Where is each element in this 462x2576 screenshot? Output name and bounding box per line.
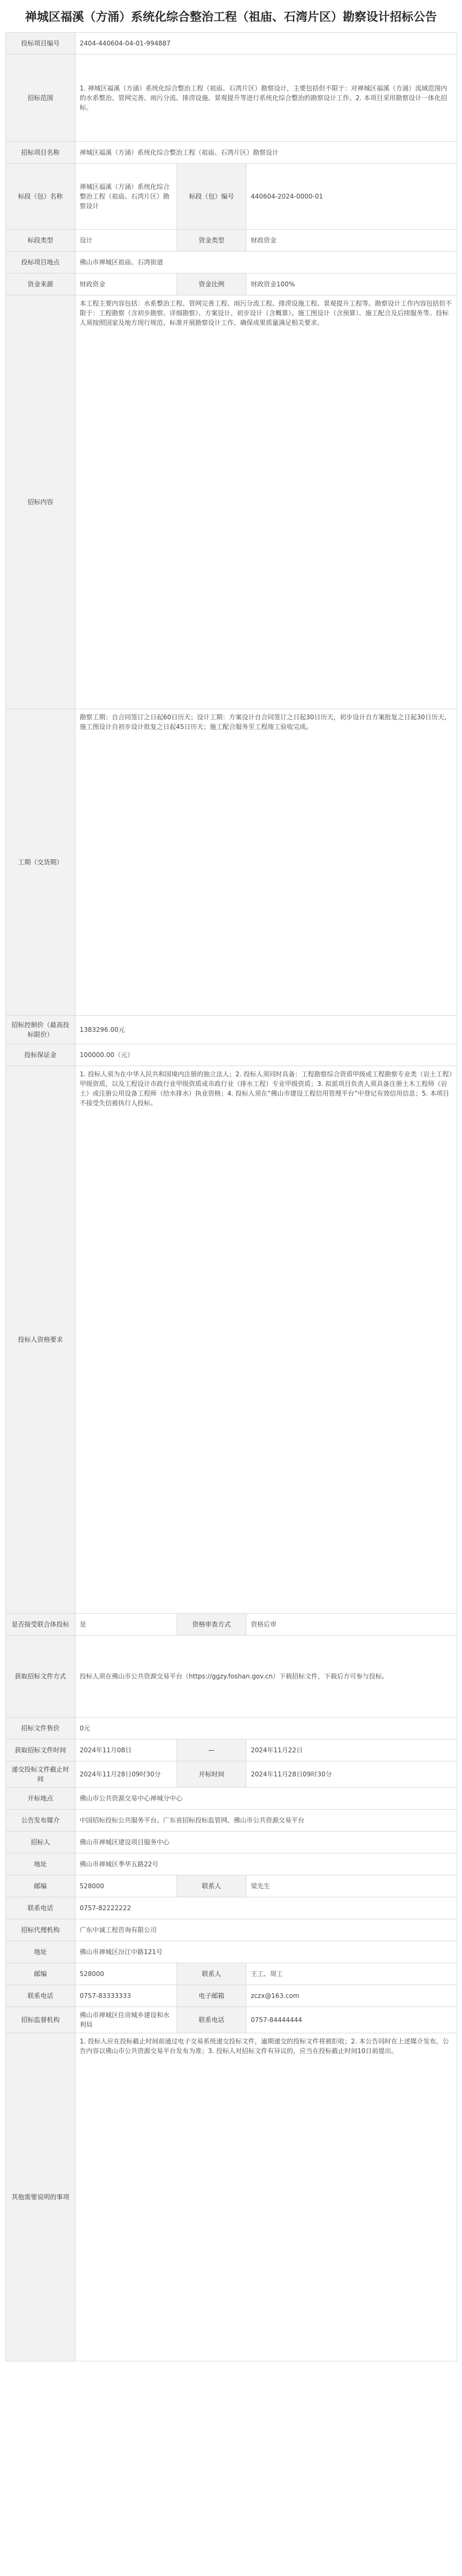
- label-bid-bond: 投标保证金: [6, 1044, 75, 1066]
- label-section-type: 标段类型: [6, 230, 75, 252]
- value-deadline: 2024年11月28日09时30分: [75, 1761, 177, 1788]
- value-open-time: 2024年11月28日09时30分: [247, 1761, 457, 1788]
- value-supervisor: 佛山市禅城区住房城乡建设和水利局: [75, 2007, 177, 2033]
- value-section-name: 禅城区福溪（方涌）系统化综合整治工程（祖庙、石湾片区）勘察设计: [75, 164, 177, 230]
- value-tenderer-contact: 梁先生: [247, 1875, 457, 1897]
- value-location: 佛山市禅城区祖庙、石湾街道: [75, 252, 457, 273]
- value-doc-price: 0元: [75, 1718, 457, 1739]
- label-get-doc-method: 获取招标文件方式: [6, 1636, 75, 1718]
- value-project-name: 禅城区福溪（方涌）系统化综合整治工程（祖庙、石湾片区）勘察设计: [75, 142, 457, 164]
- label-bidder-req: 投标人资格要求: [6, 1066, 75, 1614]
- value-section-code: 440604-2024-0000-01: [247, 164, 457, 230]
- label-doc-price: 招标文件售价: [6, 1718, 75, 1739]
- label-get-doc-time: 获取招标文件时间: [6, 1739, 75, 1761]
- value-joint-bid: 是: [75, 1614, 177, 1636]
- value-publish-media: 中国招标投标公共服务平台、广东省招标投标监管网、佛山市公共资源交易平台: [75, 1810, 457, 1832]
- label-agency-postcode: 邮编: [6, 1963, 75, 1985]
- label-project-code: 投标项目编号: [6, 33, 75, 55]
- value-open-place: 佛山市公共资源交易中心禅城分中心: [75, 1788, 457, 1810]
- label-funding-ratio: 资金比例: [177, 273, 247, 295]
- label-project-name: 招标项目名称: [6, 142, 75, 164]
- page-title: 禅城区福溪（方涌）系统化综合整治工程（祖庙、石湾片区）勘察设计招标公告: [25, 10, 437, 24]
- label-tenderer-contact: 联系人: [177, 1875, 247, 1897]
- label-agency-email: 电子邮箱: [177, 1985, 247, 2007]
- value-bid-bond: 100000.00（元）: [75, 1044, 457, 1066]
- label-control-price: 招标控制价（最高投标限价）: [6, 1016, 75, 1044]
- label-section-name: 标段（包）名称: [6, 164, 75, 230]
- value-tenderer-address: 佛山市禅城区季华五路22号: [75, 1853, 457, 1875]
- value-get-doc-time-start: 2024年11月08日: [75, 1739, 177, 1761]
- value-agency-address: 佛山市禅城区汾江中路121号: [75, 1941, 457, 1963]
- label-agency: 招标代理机构: [6, 1919, 75, 1941]
- value-section-type: 设计: [75, 230, 177, 252]
- label-tenderer-postcode: 邮编: [6, 1875, 75, 1897]
- value-agency-email: zczx@163.com: [247, 1985, 457, 2007]
- label-agency-phone: 联系电话: [6, 1985, 75, 2007]
- label-other: 其他需要说明的事项: [6, 2033, 75, 2361]
- value-tenderer-phone: 0757-82222222: [75, 1897, 457, 1919]
- label-supervisor: 招标监督机构: [6, 2007, 75, 2033]
- value-fund-type: 财政资金: [247, 230, 457, 252]
- value-scope: 1. 禅城区福溪（方涌）系统化综合整治工程（祖庙、石湾片区）勘察设计，主要包括但不限于：对禅城区福溪（方涌）流域范围内的水系整治、管网完善、雨污分流、排涝设施、景观提升等进行系统化综合整治的勘察设计工作。2. 本项目采用勘察设计一体化招标。: [75, 55, 457, 142]
- label-duration: 工期（交货期）: [6, 709, 75, 1016]
- value-get-doc-time-end: 2024年11月22日: [247, 1739, 457, 1761]
- value-agency-phone: 0757-83333333: [75, 1985, 177, 2007]
- label-agency-address: 地址: [6, 1941, 75, 1963]
- value-control-price: 1383296.00元: [75, 1016, 457, 1044]
- label-deadline: 递交投标文件截止时间: [6, 1761, 75, 1788]
- value-get-doc-method: 投标人须在佛山市公共资源交易平台（https://ggzy.foshan.gov.cn）下载招标文件，下载后方可参与投标。: [75, 1636, 457, 1718]
- value-bidder-req: 1. 投标人须为在中华人民共和国境内注册的独立法人；2. 投标人须同时具备：工程勘察综合资质甲级或工程勘察专业类（岩土工程）甲级资质，以及工程设计市政行业甲级资质或市政行业（排水工程）专业甲级资质；3. 拟派项目负责人须具备注册土木工程师（岩土）或注册公用设备工程师（给水排水）执业资格；4. 投标人须在“佛山市建设工程信用管理平台”中登记有效信用信息；5. 本项目不接受失信被执行人投标。: [75, 1066, 457, 1614]
- label-scope: 招标范围: [6, 55, 75, 142]
- value-supervisor-phone: 0757-84444444: [247, 2007, 457, 2033]
- label-agency-contact: 联系人: [177, 1963, 247, 1985]
- value-funding-ratio: 财政资金100%: [247, 273, 457, 295]
- value-qual-review: 资格后审: [247, 1614, 457, 1636]
- label-joint-bid: 是否接受联合体投标: [6, 1614, 75, 1636]
- label-qual-review: 资格审查方式: [177, 1614, 247, 1636]
- value-duration: 勘察工期：自合同签订之日起60日历天；设计工期：方案设计自合同签订之日起30日历天，初步设计自方案批复之日起30日历天，施工图设计自初步设计批复之日起45日历天；施工配合服务至工程竣工验收完成。: [75, 709, 457, 1016]
- value-tenderer-postcode: 528000: [75, 1875, 177, 1897]
- value-agency-postcode: 528000: [75, 1963, 177, 1985]
- value-other: 1. 投标人应在投标截止时间前通过电子交易系统递交投标文件，逾期递交的投标文件将被拒收；2. 本公告同时在上述媒介发布，公告内容以佛山市公共资源交易平台发布为准；3. 投标人对招标文件有异议的，应当在投标截止时间10日前提出。: [75, 2033, 457, 2361]
- label-open-place: 开标地点: [6, 1788, 75, 1810]
- value-project-code: 2404-440604-04-01-994887: [75, 33, 457, 55]
- announcement-table: 投标项目编号 2404-440604-04-01-994887 招标范围 1. 禅城区福溪（方涌）系统化综合整治工程（祖庙、石湾片区）勘察设计，主要包括但不限于：对禅城区福溪（方涌）流域范围内的水系整治、管网完善、雨污分流、排涝设施、景观提升等进行系统化综合整治的勘察设计工作。2. 本项目采用勘察设计一体化招标。 招标项目名称 禅城区福溪（方涌）系统化综合整治工程（祖庙、石湾片区）勘察设计 标段（包）名称 禅城区福溪（方涌）系统化综合整治工程（祖庙、石湾片区）勘察设计 标段（包）编号 440604-2024-0000-01 标段类型 设计 资金类型 财政资金 投标项目地点 佛山市禅城区祖庙、石湾街道 资金来源 财政资金 资金比例 财政资金100% 招标内容 本工程主要内容包括：水系整治工程、管网完善工程、雨污分流工程、排涝设施工程、景观提升工程等。勘察设计工作内容包括但不限于：工程勘察（含初步勘察、详细勘察）、方案设计、初步设计（含概算）、施工图设计（含预算）、施工配合及后续服务等。投标人须按照国家及地方现行规范、标准开展勘察设计工作，确保成果质量满足相关要求。 工期（交货期） 勘察工期：自合同签订之日起60日历天；设计工期：方案设计自合同签订之日起30日历天，初步设计自方案批复之日起30日历天，施工图设计自初步设计批复之日起45日历天；施工配合服务至工程竣工验收完成。 招标控制价（最高投标限价） 1383296.00元 投标保证金 100000.00（元） 投标人资格要求 1. 投标人须为在中华人民共和国境内注册的独立法人；2. 投标人须同时具备：工程勘察综合资质甲级或工程勘察专业类（岩土工程）甲级资质，以及工程设计市政行业甲级资质或市政行业（排水工程）专业甲级资质；3. 拟派项目负责人须具备注册土木工程师（岩土）或注册公用设备工程师（给水排水）执业资格；4. 投标人须在“佛山市建设工程信用管理平台”中登记有效信用信息；5. 本项目不接受失信被执行人投标。 是否接受联合体投标 是 资格审查方式 资格后审 获取招标文件方式 投标人须在佛山市公共资源交易平台（https://ggzy.foshan.gov.cn）下载招标文件，下载后方可参与投标。 招标文件售价 0元 获取招标文件时间 2024年11月08日 — 2024年11月22日 递交投标文件截止时间 2024年11月28日09时30分 开标时间 2024年11月28日09时30分 开标地点 佛山市公共资源交易中心禅城分中心 公告发布媒介 中国招标投标公共服务平台、广东省招标投标监管网、佛山市公共资源交易平台 招标人 佛山市禅城区建设项目服务中心 地址 佛山市禅城区季华五路22号 邮编 528000 联系人 梁先生 联系电话 0757-82222222 招标代理机构 广东中诚工程咨询有限公司 地址 佛山市禅城区汾江中路121号 邮编 528000 联系人 王工、周工 联系电话 0757-83333333 电子邮箱 zczx@163.com 招标监督机构 佛山市禅城区住房城乡建设和水利局 联系电话 0757-84444444 其他需要说明的事项 1. 投标人应在投标截止时间前通过电子交易系统递交投标文件，逾期递交的投标文件将被拒收；2. 本公告同时在上述媒介发布，公告内容以佛山市公共资源交易平台发布为准；3. 投标人对招标文件有异议的，应当在投标截止时间10日前提出。: [5, 32, 457, 2361]
- value-funding: 财政资金: [75, 273, 177, 295]
- label-content: 招标内容: [6, 295, 75, 709]
- value-agency-contact: 王工、周工: [247, 1963, 457, 1985]
- value-agency: 广东中诚工程咨询有限公司: [75, 1919, 457, 1941]
- value-tenderer: 佛山市禅城区建设项目服务中心: [75, 1832, 457, 1853]
- label-section-code: 标段（包）编号: [177, 164, 247, 230]
- label-publish-media: 公告发布媒介: [6, 1810, 75, 1832]
- label-tenderer-address: 地址: [6, 1853, 75, 1875]
- label-tenderer-phone: 联系电话: [6, 1897, 75, 1919]
- label-fund-type: 资金类型: [177, 230, 247, 252]
- label-tenderer: 招标人: [6, 1832, 75, 1853]
- label-supervisor-phone: 联系电话: [177, 2007, 247, 2033]
- value-content: 本工程主要内容包括：水系整治工程、管网完善工程、雨污分流工程、排涝设施工程、景观提升工程等。勘察设计工作内容包括但不限于：工程勘察（含初步勘察、详细勘察）、方案设计、初步设计（含概算）、施工图设计（含预算）、施工配合及后续服务等。投标人须按照国家及地方现行规范、标准开展勘察设计工作，确保成果质量满足相关要求。: [75, 295, 457, 709]
- label-funding: 资金来源: [6, 273, 75, 295]
- label-open-time: 开标时间: [177, 1761, 247, 1788]
- label-location: 投标项目地点: [6, 252, 75, 273]
